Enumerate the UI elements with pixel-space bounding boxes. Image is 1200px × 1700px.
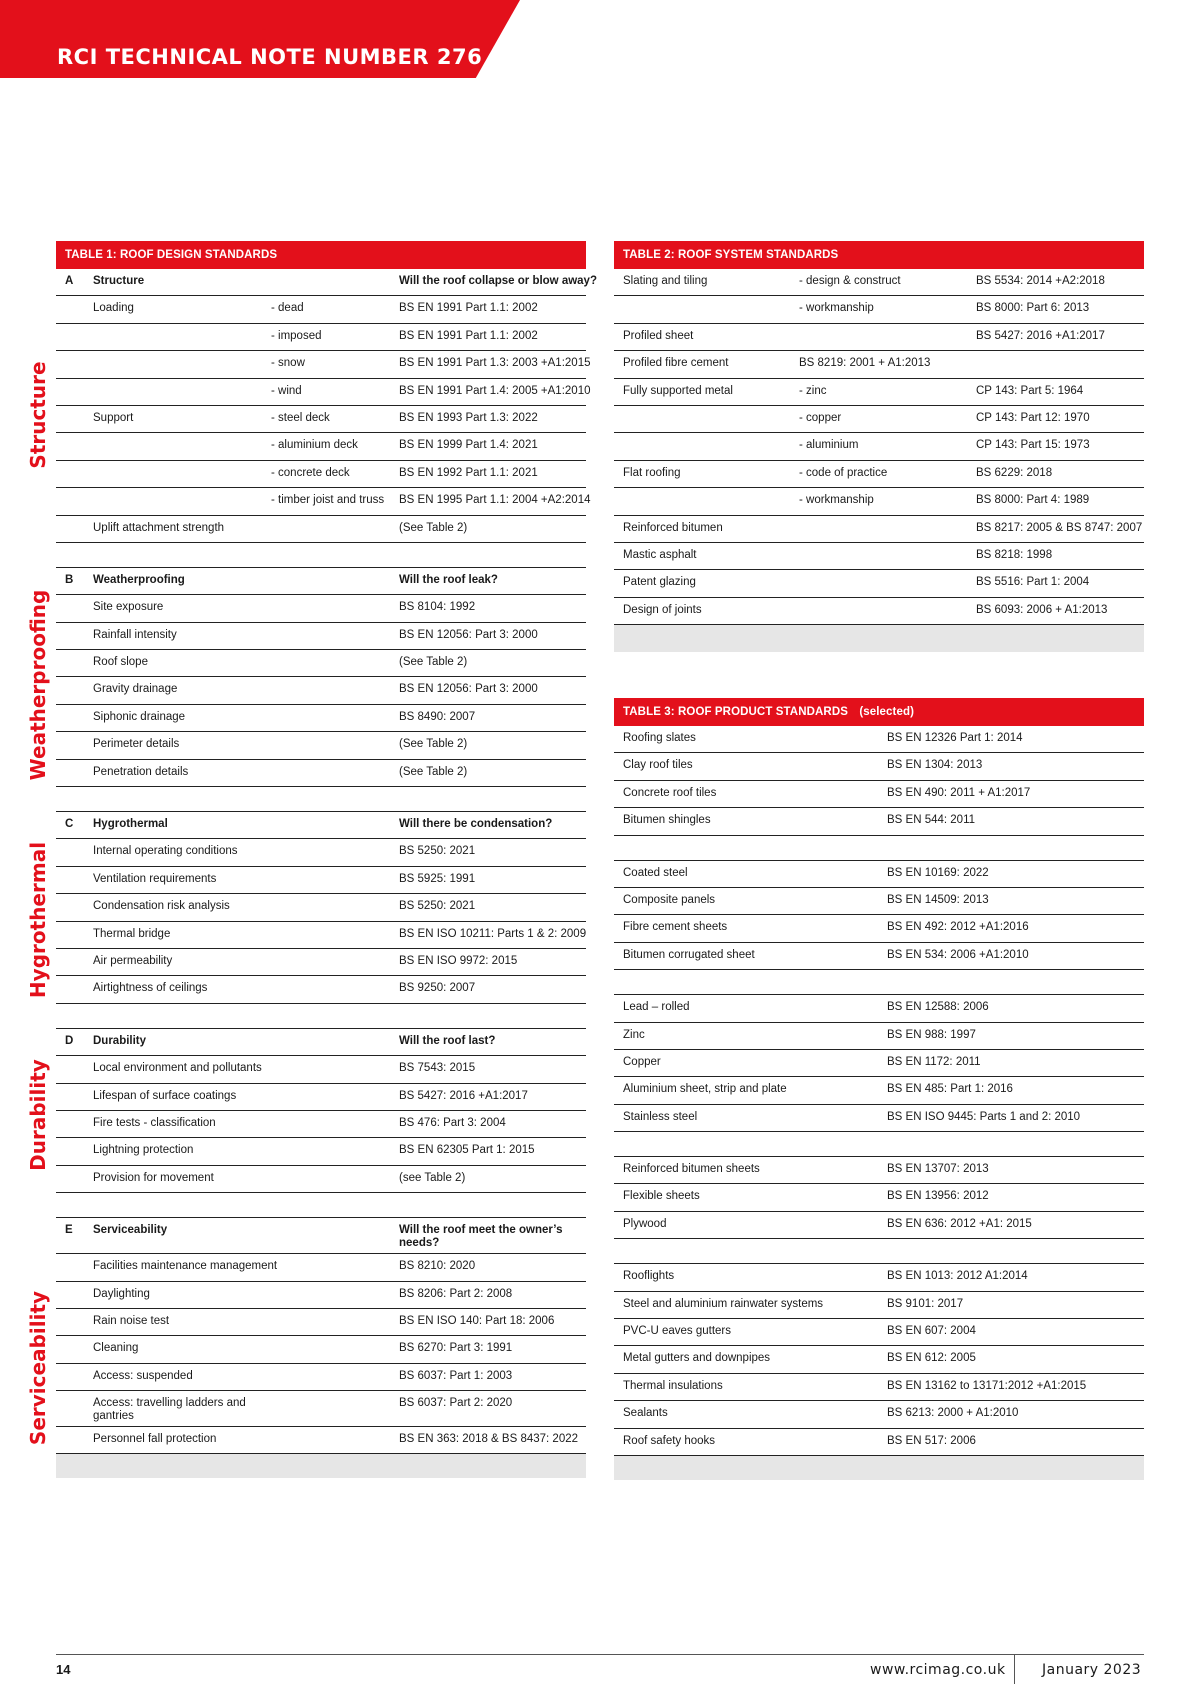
table-row [56, 949, 586, 976]
row-standard: BS 5250: 2021 [399, 900, 476, 913]
table-title: TABLE 1: ROOF DESIGN STANDARDS [56, 241, 586, 269]
table-row [56, 839, 586, 866]
table-row [614, 1023, 1144, 1050]
table-row [56, 1084, 586, 1111]
table-row [614, 433, 1144, 460]
row-standard: BS EN 10169: 2022 [887, 866, 989, 879]
side-label-hygrothermal: Hygrothermal [26, 841, 50, 999]
row-item: Lifespan of surface coatings [93, 1089, 237, 1102]
table-row [56, 488, 591, 515]
section-spacer [56, 1193, 586, 1218]
row-standard: (See Table 2) [399, 656, 468, 669]
table-row [56, 732, 586, 759]
table-row [56, 1282, 586, 1309]
section-header [56, 1218, 586, 1254]
row-standard: BS EN 13162 to 13171:2012 +A1:2015 [887, 1379, 1087, 1392]
row-item: Cleaning [93, 1342, 139, 1355]
table-row [614, 753, 1144, 780]
row-standard: BS EN 517: 2006 [887, 1434, 976, 1447]
row-subitem: - steel deck [271, 411, 330, 424]
table-row [56, 406, 586, 433]
row-item: Thermal bridge [93, 927, 171, 940]
table-row [614, 1319, 1144, 1346]
row-product: Copper [623, 1055, 661, 1068]
section-question: Will the roof last? [399, 1034, 496, 1047]
row-standard: BS EN 492: 2012 +A1:2016 [887, 921, 1029, 934]
section-letter: A [65, 275, 74, 287]
group-spacer [614, 1132, 1144, 1157]
row-product: Metal gutters and downpipes [623, 1352, 771, 1365]
table-row [614, 995, 1144, 1022]
table-footer-bar [614, 625, 1144, 652]
row-product: Bitumen corrugated sheet [623, 948, 755, 961]
row-standard: CP 143: Part 15: 1973 [976, 439, 1090, 452]
row-standard: BS EN ISO 10211: Parts 1 & 2: 2009 [399, 927, 587, 940]
row-item: Internal operating conditions [93, 845, 238, 858]
row-standard: (See Table 2) [399, 738, 468, 751]
row-item: Profiled fibre cement [623, 357, 729, 370]
row-product: Plywood [623, 1217, 667, 1230]
section-question: Will the roof meet the owner’s needs? [399, 1224, 563, 1250]
section-spacer [56, 787, 586, 812]
section-spacer [56, 1004, 586, 1029]
row-standard: BS EN ISO 140: Part 18: 2006 [399, 1314, 555, 1327]
table-row [56, 1309, 586, 1336]
group-spacer [614, 836, 1144, 861]
row-product: Composite panels [623, 893, 716, 906]
row-standard: BS 9101: 2017 [887, 1297, 964, 1310]
row-standard: BS EN 1991 Part 1.1: 2002 [399, 329, 538, 342]
row-standard: BS 476: Part 3: 2004 [399, 1116, 506, 1129]
table-row [614, 1292, 1144, 1319]
group-spacer [614, 1239, 1144, 1264]
table-row [614, 324, 1144, 351]
footer-url: www.rcimag.co.uk [870, 1662, 1006, 1678]
row-standard: BS 9250: 2007 [399, 982, 476, 995]
row-standard: BS EN 1991 Part 1.3: 2003 +A1:2015 [399, 357, 591, 370]
row-standard: BS EN 14509: 2013 [887, 893, 989, 906]
table-row [614, 915, 1144, 942]
row-standard: BS EN 607: 2004 [887, 1325, 976, 1338]
row-item: Facilities maintenance management [93, 1260, 278, 1273]
table-row [56, 1391, 586, 1427]
section-name: Hygrothermal [93, 818, 168, 831]
table-row [56, 1336, 586, 1363]
row-standard: BS 6037: Part 1: 2003 [399, 1369, 513, 1382]
row-item: Fully supported metal [623, 384, 733, 397]
row-standard: BS EN 12056: Part 3: 2000 [399, 628, 538, 641]
table-row [56, 324, 586, 351]
section-name: Durability [93, 1034, 147, 1047]
page-number: 14 [56, 1662, 71, 1677]
footer-divider [56, 1654, 1144, 1655]
row-subitem: - code of practice [799, 466, 888, 479]
section-letter: B [65, 573, 74, 586]
row-product: Zinc [623, 1028, 645, 1041]
row-standard: BS 5925: 1991 [399, 872, 476, 885]
row-product: Reinforced bitumen sheets [623, 1163, 760, 1176]
row-subitem: - concrete deck [271, 466, 350, 479]
table-row [56, 296, 586, 323]
table-row [614, 861, 1144, 888]
table-row [614, 726, 1144, 753]
row-subitem: - copper [799, 411, 842, 424]
row-standard: BS EN 13707: 2013 [887, 1163, 989, 1176]
row-item: Loading [93, 302, 134, 315]
table-title [614, 698, 1144, 726]
table-title-text: TABLE 3: ROOF PRODUCT STANDARDS [623, 706, 849, 718]
table-row [56, 976, 586, 1003]
table-footer-bar [614, 1456, 1144, 1480]
page-title: RCI TECHNICAL NOTE NUMBER 276 [57, 45, 483, 69]
row-standard: BS 8217: 2005 & BS 8747: 2007 [976, 521, 1143, 534]
row-standard: BS EN 62305 Part 1: 2015 [399, 1144, 535, 1157]
row-standard: BS EN 13956: 2012 [887, 1190, 989, 1203]
row-product: Steel and aluminium rainwater systems [623, 1297, 824, 1310]
row-standard: BS EN 534: 2006 +A1:2010 [887, 948, 1029, 961]
row-standard: BS EN 612: 2005 [887, 1352, 976, 1365]
row-product: Coated steel [623, 866, 688, 879]
row-standard: BS 8210: 2020 [399, 1260, 476, 1273]
row-standard: BS EN 1013: 2012 A1:2014 [887, 1270, 1028, 1283]
row-item: Profiled sheet [623, 329, 694, 342]
row-standard: BS EN ISO 9445: Parts 1 and 2: 2010 [887, 1110, 1081, 1123]
table-row [614, 461, 1144, 488]
row-standard: BS EN 1304: 2013 [887, 759, 983, 772]
side-label-weatherproofing: Weatherproofing [26, 589, 50, 781]
row-item: Air permeability [93, 954, 173, 967]
footer-separator [1014, 1654, 1015, 1684]
row-product: Aluminium sheet, strip and plate [623, 1083, 787, 1096]
side-label-serviceability: Serviceability [26, 1290, 50, 1446]
table-row [614, 1105, 1144, 1132]
table-row [56, 433, 586, 460]
table-row [614, 1212, 1144, 1239]
row-standard: CP 143: Part 5: 1964 [976, 384, 1084, 397]
row-item: Reinforced bitumen [623, 521, 723, 534]
row-item: Patent glazing [623, 576, 696, 589]
row-product: Clay roof tiles [623, 759, 693, 772]
group-spacer [614, 970, 1144, 995]
table-row [614, 488, 1144, 515]
row-subitem: - dead [271, 302, 304, 315]
row-standard: BS 7543: 2015 [399, 1062, 476, 1075]
table-row [56, 1427, 586, 1454]
table-row [56, 516, 586, 543]
row-standard: BS EN 490: 2011 + A1:2017 [887, 786, 1031, 799]
row-subitem: BS 8219: 2001 + A1:2013 [799, 357, 931, 370]
row-standard: BS EN 485: Part 1: 2016 [887, 1083, 1013, 1096]
row-standard: (See Table 2) [399, 765, 468, 778]
table-row [56, 677, 586, 704]
table-row [56, 595, 586, 622]
table-row [56, 1056, 586, 1083]
row-standard: BS EN ISO 9972: 2015 [399, 954, 518, 967]
row-standard: BS 5427: 2016 +A1:2017 [976, 329, 1105, 342]
side-label-durability: Durability [26, 1059, 50, 1171]
table-footer-bar [56, 1454, 586, 1478]
row-item: Rainfall intensity [93, 628, 177, 641]
row-subitem: - timber joist and truss [271, 494, 385, 507]
row-standard: BS EN 1992 Part 1.1: 2021 [399, 466, 538, 479]
row-standard: BS 6213: 2000 + A1:2010 [887, 1407, 1019, 1420]
row-standard: BS EN 1995 Part 1.1: 2004 +A2:2014 [399, 494, 591, 507]
table-row [56, 461, 586, 488]
table-title-note: (selected) [859, 706, 914, 718]
table-row [56, 623, 586, 650]
table-row [56, 1138, 586, 1165]
side-label-structure: Structure [26, 361, 50, 469]
table-row [56, 922, 586, 949]
row-standard: BS 5250: 2021 [399, 845, 476, 858]
row-standard: BS EN 636: 2012 +A1: 2015 [887, 1217, 1032, 1230]
row-standard: BS 8218: 1998 [976, 548, 1053, 561]
row-standard: BS 6270: Part 3: 1991 [399, 1342, 513, 1355]
row-standard: BS EN 12588: 2006 [887, 1001, 989, 1014]
row-standard: (see Table 2) [399, 1171, 466, 1184]
section-question: Will the roof collapse or blow away? [399, 275, 597, 287]
row-product: Roof safety hooks [623, 1434, 716, 1447]
table-roof-system-standards [614, 241, 1144, 652]
table-row [614, 808, 1144, 835]
table-row [614, 1374, 1144, 1401]
row-item: Site exposure [93, 601, 164, 614]
row-standard: BS 5534: 2014 +A2:2018 [976, 275, 1105, 287]
row-product: Lead – rolled [623, 1001, 690, 1014]
table-row [614, 406, 1144, 433]
row-subitem: - snow [271, 357, 305, 370]
table-row [614, 1264, 1144, 1291]
table-row [56, 379, 591, 406]
row-product: Sealants [623, 1407, 668, 1420]
section-letter: C [65, 818, 74, 831]
row-standard: BS EN 1999 Part 1.4: 2021 [399, 439, 538, 452]
row-subitem: - zinc [799, 384, 827, 397]
row-item: Roof slope [93, 656, 148, 669]
row-standard: BS EN 1991 Part 1.1: 2002 [399, 302, 538, 315]
row-standard: BS 6229: 2018 [976, 466, 1053, 479]
table-row [56, 894, 586, 921]
section-question: Will the roof leak? [399, 573, 498, 586]
row-standard: BS 8000: Part 4: 1989 [976, 494, 1090, 507]
table-roof-product-standards [614, 698, 1144, 1480]
row-subitem: - workmanship [799, 302, 874, 315]
table-row [614, 781, 1144, 808]
section-letter: E [65, 1224, 73, 1237]
section-name: Weatherproofing [93, 573, 185, 586]
row-standard: CP 143: Part 12: 1970 [976, 411, 1090, 424]
row-standard: (See Table 2) [399, 521, 468, 534]
row-standard: BS EN 1991 Part 1.4: 2005 +A1:2010 [399, 384, 591, 397]
row-product: Bitumen shingles [623, 814, 711, 827]
row-standard: BS 8490: 2007 [399, 710, 476, 723]
row-subitem: - workmanship [799, 494, 874, 507]
row-standard: BS EN 988: 1997 [887, 1028, 976, 1041]
table-row [614, 516, 1144, 543]
footer-date: January 2023 [1042, 1662, 1142, 1678]
row-standard: BS EN 363: 2018 & BS 8437: 2022 [399, 1433, 579, 1446]
row-standard: BS EN 544: 2011 [887, 814, 976, 827]
row-standard: BS 5516: Part 1: 2004 [976, 576, 1090, 589]
table-row [56, 760, 586, 787]
row-item: Daylighting [93, 1287, 150, 1300]
row-subitem: - aluminium [799, 439, 859, 452]
table-row [614, 351, 1144, 378]
table-row [56, 650, 586, 677]
section-name: Serviceability [93, 1224, 168, 1237]
table-row [614, 1184, 1144, 1211]
row-product: Concrete roof tiles [623, 786, 717, 799]
row-item: Penetration details [93, 765, 189, 778]
row-item: Condensation risk analysis [93, 900, 230, 913]
row-item: Support [93, 411, 134, 424]
row-item: Siphonic drainage [93, 710, 186, 723]
table-row [614, 1401, 1144, 1428]
table-row [56, 867, 586, 894]
row-item: Access: suspended [93, 1369, 193, 1382]
row-standard: BS EN 12056: Part 3: 2000 [399, 683, 538, 696]
table-row [614, 1157, 1144, 1184]
table-row [614, 269, 1144, 296]
row-product: Stainless steel [623, 1110, 698, 1123]
row-standard: BS EN 12326 Part 1: 2014 [887, 732, 1023, 744]
table-row [56, 1364, 586, 1391]
row-item: Personnel fall protection [93, 1433, 217, 1446]
row-product: Fibre cement sheets [623, 921, 728, 934]
table-row [614, 379, 1144, 406]
table-row [614, 570, 1144, 597]
row-item: Provision for movement [93, 1171, 214, 1184]
row-item: Lightning protection [93, 1144, 194, 1157]
section-header [56, 568, 586, 595]
table-row [614, 1077, 1144, 1104]
table-row [614, 543, 1144, 570]
table-row [56, 705, 586, 732]
row-subitem: - wind [271, 384, 302, 397]
section-letter: D [65, 1034, 74, 1047]
row-item: Gravity drainage [93, 683, 178, 696]
row-product: Rooflights [623, 1270, 675, 1283]
row-standard: BS 6093: 2006 + A1:2013 [976, 603, 1108, 616]
row-subitem: - imposed [271, 329, 322, 342]
section-spacer [56, 543, 586, 568]
row-standard: BS 8104: 1992 [399, 601, 476, 614]
row-standard: BS 6037: Part 2: 2020 [399, 1397, 513, 1410]
row-standard: BS 8000: Part 6: 2013 [976, 302, 1090, 315]
row-subitem: - aluminium deck [271, 439, 358, 452]
table-row [614, 888, 1144, 915]
table-row [614, 1346, 1144, 1373]
table-row [614, 1429, 1144, 1456]
table-row [614, 296, 1144, 323]
row-item: Airtightness of ceilings [93, 982, 208, 995]
row-product: Flexible sheets [623, 1190, 700, 1203]
table-row [614, 598, 1144, 625]
table-row [614, 943, 1144, 970]
row-item: Design of joints [623, 603, 702, 616]
table-title: TABLE 2: ROOF SYSTEM STANDARDS [614, 241, 1144, 269]
section-name: Structure [93, 275, 145, 287]
row-standard: BS EN 1172: 2011 [887, 1055, 981, 1068]
row-item: Mastic asphalt [623, 548, 697, 561]
table-row [56, 1254, 586, 1281]
row-item: Ventilation requirements [93, 872, 217, 885]
table-row [614, 1050, 1144, 1077]
row-item: Rain noise test [93, 1314, 170, 1327]
row-item: Flat roofing [623, 466, 681, 479]
row-item: Uplift attachment strength [93, 521, 225, 534]
row-item: Perimeter details [93, 738, 180, 751]
row-item: Fire tests - classification [93, 1116, 216, 1129]
table-row [56, 1166, 586, 1193]
table-row [56, 351, 591, 378]
row-item: Local environment and pollutants [93, 1062, 262, 1075]
row-product: Thermal insulations [623, 1379, 723, 1392]
section-header [56, 812, 586, 839]
table-roof-design-standards [56, 241, 597, 1478]
table-row [56, 1111, 586, 1138]
row-standard: BS EN 1993 Part 1.3: 2022 [399, 411, 538, 424]
row-product: PVC-U eaves gutters [623, 1325, 732, 1338]
section-question: Will there be condensation? [399, 818, 553, 831]
section-header [56, 1029, 586, 1056]
row-item: Slating and tiling [623, 275, 708, 287]
row-item: Access: travelling ladders and gantries [93, 1397, 246, 1423]
row-subitem: - design & construct [799, 275, 901, 287]
row-product: Roofing slates [623, 732, 696, 744]
row-standard: BS 5427: 2016 +A1:2017 [399, 1089, 528, 1102]
section-header [56, 269, 597, 296]
row-standard: BS 8206: Part 2: 2008 [399, 1287, 513, 1300]
